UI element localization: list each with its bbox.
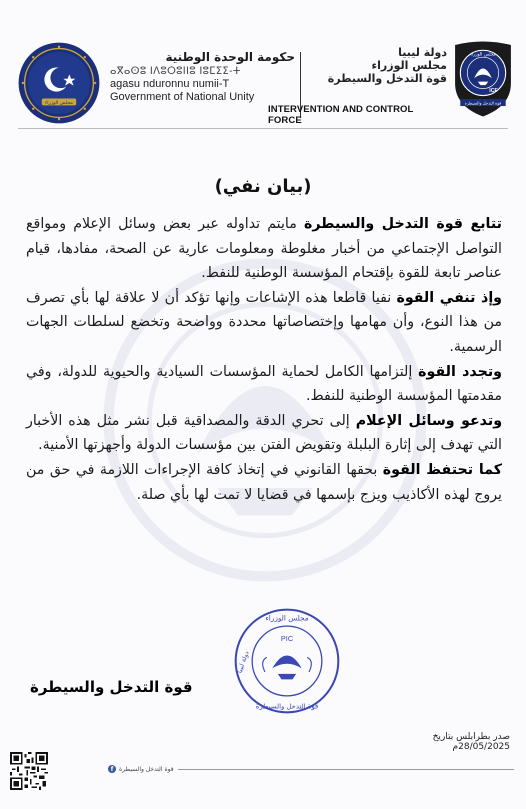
- svg-text:قوة التدخل والسيطرة: قوة التدخل والسيطرة: [464, 100, 502, 106]
- paragraph-5: [26, 458, 502, 507]
- paragraph-4-text: إلى تحري الدقة والمصداقية قبل نشر مثل هذه الأخبار التي تهدف إلى إثارة البلبلة وتقويض الفتن بين مؤسسات الدولة وأجهزتها الأمنية.: [26, 412, 502, 454]
- gov-name-tifinagh: ⴰⴳⴰⵙⵓ ⵏⴷⵓⵔⵓⵏⵏⵓ ⵏⵓⵎⵉⵉ-ⵜ: [110, 66, 241, 77]
- svg-text:مجلس الوزراء: مجلس الوزراء: [45, 101, 73, 107]
- svg-text:قوة التدخل والسيطرة: قوة التدخل والسيطرة: [255, 702, 319, 711]
- icf-name-english: INTERVENTION AND CONTROL FORCE: [268, 104, 414, 126]
- gnu-seal-icon: [16, 40, 102, 126]
- paragraph-2-text: نفيا قاطعا هذه الإشاعات وإنها تؤكد أن لا علاقة لها بأي تصرف من هذا النوع، وأن مهامها وإختصاصاتها محددة وواضحة وتخضع لسلطات الجهات الرسمية.: [26, 289, 502, 355]
- paragraph-4: [26, 409, 502, 458]
- icf-force-arabic: قوة التدخل والسيطرة: [327, 72, 447, 85]
- facebook-icon: f: [108, 765, 116, 773]
- header-rule: [18, 128, 508, 129]
- paragraph-5-lead: كما تحتفظ القوة: [382, 461, 502, 478]
- paragraph-3-lead: وتجدد القوة: [418, 363, 502, 380]
- signature-block: قوة التدخل والسيطرة: [30, 678, 193, 696]
- paragraph-2: [26, 286, 502, 360]
- letterhead: [0, 0, 526, 150]
- paragraph-3: [26, 360, 502, 409]
- paragraph-2-lead: وإذ تنفي القوة: [396, 289, 502, 306]
- paragraph-1-text: مايتم تداوله عبر بعض وسائل الإعلام ومواقع التواصل الإجتماعي من أخبار مغلوطة ومعلومات عارية عن الصحة، مفادها، قيام عناصر تابعة للقوة بإقتحام المؤسسة الوطنية للنفط.: [26, 216, 502, 282]
- paragraph-5-text: بحقها القانوني في إتخاذ كافة الإجراءات اللازمة في حق من يروج لهذه الأكاذيب ويزج بإسمها في قضايا لا تمت لها بأي صلة.: [26, 461, 502, 503]
- qr-code-icon[interactable]: [10, 752, 48, 790]
- official-stamp: [232, 606, 342, 716]
- svg-text:ICF: ICF: [489, 88, 498, 95]
- facebook-page-link[interactable]: [108, 763, 178, 775]
- gov-name-latin-amazigh: agasu ndurοnnu numii-T: [110, 78, 230, 90]
- svg-text:دولة ليبيا: دولة ليبيا: [235, 649, 251, 675]
- paragraph-4-lead: وتدعو وسائل الإعلام: [355, 412, 503, 429]
- svg-text:PIC: PIC: [280, 633, 294, 643]
- icf-state-arabic: دولة ليبيا: [398, 46, 447, 59]
- paragraph-1: [26, 212, 502, 286]
- statement-body: [26, 212, 502, 507]
- gov-name-arabic: حكومة الوحدة الوطنية: [165, 50, 295, 64]
- svg-text:مجلس الوزراء: مجلس الوزراء: [265, 613, 309, 623]
- paragraph-3-text: إلتزامها الكامل لحماية المؤسسات السيادية والحيوية للدولة، وفي مقدمتها المؤسسة الوطنية للنفط.: [26, 363, 502, 405]
- svg-text:مجلس الوزراء: مجلس الوزراء: [470, 52, 496, 58]
- facebook-page-label: قوة التدخل والسيطرة: [119, 765, 174, 773]
- issue-date: صدر بطرابلس بتاريخ 28/05/2025م: [432, 732, 510, 752]
- statement-title: (بيان نفي): [214, 176, 312, 197]
- gov-name-english: Government of National Unity: [110, 91, 255, 103]
- icf-council-arabic: مجلس الوزراء: [371, 59, 447, 72]
- icf-emblem-icon: [448, 38, 518, 120]
- paragraph-1-lead: تتابع قوة التدخل والسيطرة: [303, 216, 502, 232]
